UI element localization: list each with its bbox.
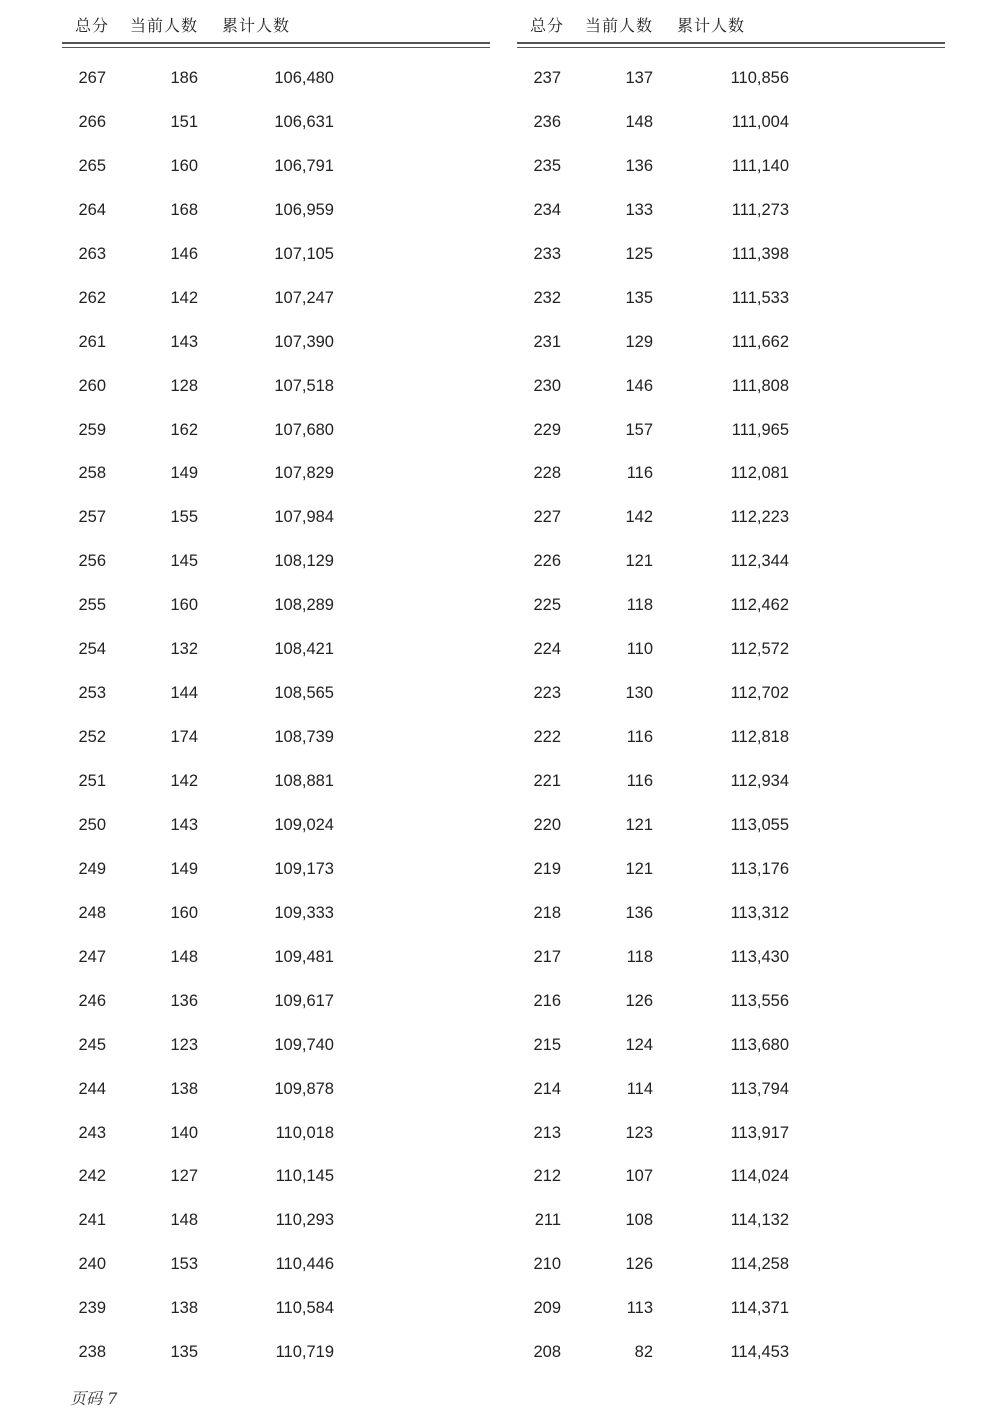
score-cell: 250	[78, 815, 106, 834]
table-row	[517, 760, 945, 804]
score-cell: 255	[78, 596, 106, 615]
score-cell: 245	[78, 1035, 106, 1054]
current-count-cell: 157	[625, 420, 653, 439]
table-row	[62, 540, 490, 584]
score-cell: 220	[533, 815, 561, 834]
table-row	[517, 936, 945, 980]
score-cell: 209	[533, 1299, 561, 1318]
score-cell: 243	[78, 1123, 106, 1142]
cumulative-count-cell: 112,818	[730, 728, 789, 747]
table-row	[517, 1243, 945, 1287]
current-count-cell: 113	[626, 1299, 653, 1318]
cumulative-count-cell: 114,024	[730, 1167, 789, 1186]
score-cell: 256	[78, 552, 106, 571]
current-count-cell: 153	[170, 1255, 198, 1274]
cumulative-count-cell: 112,934	[730, 772, 789, 790]
current-count-cell: 138	[170, 1299, 198, 1318]
current-count-cell: 135	[625, 288, 653, 307]
current-count-cell: 148	[170, 947, 198, 966]
table-row	[62, 1287, 490, 1331]
score-cell: 237	[533, 69, 561, 87]
current-count-cell: 142	[170, 288, 198, 307]
current-count-cell: 142	[625, 508, 653, 527]
cumulative-count-cell: 109,878	[274, 1079, 334, 1098]
score-cell: 242	[78, 1167, 106, 1186]
current-count-cell: 128	[170, 376, 198, 395]
cumulative-count-cell: 112,702	[730, 684, 789, 703]
score-cell: 228	[533, 464, 561, 483]
score-cell: 263	[78, 244, 106, 263]
table-body-right	[517, 57, 945, 1375]
current-count-cell: 162	[170, 420, 198, 439]
table-row	[517, 365, 945, 409]
score-cell: 216	[533, 991, 561, 1010]
header-score: 总分	[530, 18, 565, 35]
score-cell: 264	[78, 200, 106, 219]
cumulative-count-cell: 113,556	[730, 991, 789, 1010]
current-count-cell: 135	[170, 1343, 198, 1362]
table-row	[517, 145, 945, 189]
cumulative-count-cell: 110,719	[275, 1343, 334, 1362]
table-row	[62, 233, 490, 277]
cumulative-count-cell: 111,273	[731, 200, 789, 219]
table-row	[517, 57, 945, 101]
current-count-cell: 124	[625, 1035, 653, 1054]
table-header-right	[517, 0, 945, 44]
table-row	[62, 892, 490, 936]
current-count-cell: 140	[170, 1123, 198, 1142]
table-row	[62, 496, 490, 540]
score-cell: 259	[78, 420, 106, 439]
score-cell: 217	[533, 947, 561, 966]
score-cell: 223	[533, 684, 561, 703]
current-count-cell: 146	[625, 376, 653, 395]
score-cell: 235	[533, 156, 561, 175]
cumulative-count-cell: 111,965	[731, 420, 789, 439]
table-row	[517, 980, 945, 1024]
score-cell: 252	[78, 728, 106, 747]
current-count-cell: 186	[170, 69, 198, 87]
current-count-cell: 125	[625, 244, 653, 263]
table-row	[62, 321, 490, 365]
table-row	[62, 277, 490, 321]
current-count-cell: 136	[170, 991, 198, 1010]
cumulative-count-cell: 109,481	[274, 947, 334, 966]
cumulative-count-cell: 107,390	[274, 332, 334, 351]
table-panel-right	[517, 0, 945, 1362]
table-row	[62, 760, 490, 804]
current-count-cell: 121	[625, 552, 653, 571]
table-row	[62, 1112, 490, 1156]
cumulative-count-cell: 107,984	[274, 508, 334, 527]
current-count-cell: 108	[625, 1211, 653, 1230]
table-row	[517, 496, 945, 540]
table-row	[62, 57, 490, 101]
score-cell: 232	[533, 288, 561, 307]
table-row	[517, 540, 945, 584]
score-cell: 260	[78, 376, 106, 395]
cumulative-count-cell: 109,740	[274, 1035, 334, 1054]
table-row	[62, 1331, 490, 1375]
score-cell: 265	[78, 156, 106, 175]
header-current-count: 当前人数	[585, 18, 654, 35]
cumulative-count-cell: 112,462	[730, 596, 789, 615]
current-count-cell: 136	[625, 903, 653, 922]
current-count-cell: 149	[170, 464, 198, 483]
score-cell: 208	[533, 1343, 561, 1362]
score-cell: 251	[78, 772, 106, 790]
score-cell: 236	[533, 112, 561, 131]
table-row	[517, 101, 945, 145]
current-count-cell: 149	[170, 859, 198, 878]
score-cell: 224	[533, 640, 561, 659]
current-count-cell: 121	[625, 815, 653, 834]
table-row	[62, 628, 490, 672]
table-row	[62, 365, 490, 409]
cumulative-count-cell: 109,617	[274, 991, 334, 1010]
cumulative-count-cell: 111,533	[731, 288, 789, 307]
table-row	[517, 628, 945, 672]
cumulative-count-cell: 108,739	[274, 728, 334, 747]
cumulative-count-cell: 113,176	[730, 859, 789, 878]
score-cell: 244	[78, 1079, 106, 1098]
current-count-cell: 174	[170, 728, 198, 747]
table-row	[62, 1155, 490, 1199]
cumulative-count-cell: 111,808	[731, 376, 789, 395]
score-cell: 258	[78, 464, 106, 483]
score-cell: 214	[533, 1079, 561, 1098]
cumulative-count-cell: 111,004	[731, 112, 789, 131]
header-score: 总分	[75, 18, 110, 35]
cumulative-count-cell: 113,430	[730, 947, 789, 966]
cumulative-count-cell: 107,829	[274, 464, 334, 483]
cumulative-count-cell: 111,140	[731, 156, 789, 175]
table-row	[517, 1112, 945, 1156]
table-row	[517, 892, 945, 936]
current-count-cell: 118	[626, 947, 653, 966]
score-cell: 227	[533, 508, 561, 527]
current-count-cell: 127	[170, 1167, 198, 1186]
table-row	[517, 277, 945, 321]
table-row	[62, 584, 490, 628]
cumulative-count-cell: 114,258	[730, 1255, 789, 1274]
table-row	[517, 848, 945, 892]
table-row	[517, 716, 945, 760]
header-current-count: 当前人数	[130, 18, 199, 35]
current-count-cell: 116	[626, 728, 653, 747]
cumulative-count-cell: 110,145	[275, 1167, 334, 1186]
score-cell: 253	[78, 684, 106, 703]
score-cell: 218	[533, 903, 561, 922]
table-row	[517, 1331, 945, 1375]
cumulative-count-cell: 114,132	[730, 1211, 789, 1230]
score-cell: 266	[78, 112, 106, 131]
table-body-left	[62, 57, 490, 1375]
cumulative-count-cell: 112,081	[730, 464, 789, 483]
current-count-cell: 136	[625, 156, 653, 175]
current-count-cell: 126	[625, 1255, 653, 1274]
score-cell: 210	[533, 1255, 561, 1274]
current-count-cell: 132	[170, 640, 198, 659]
current-count-cell: 155	[170, 508, 198, 527]
score-cell: 226	[533, 552, 561, 571]
table-row	[517, 452, 945, 496]
score-cell: 225	[533, 596, 561, 615]
table-row	[62, 409, 490, 453]
cumulative-count-cell: 106,791	[274, 156, 334, 175]
table-header-left	[62, 0, 490, 44]
cumulative-count-cell: 111,662	[731, 332, 789, 351]
current-count-cell: 143	[170, 815, 198, 834]
cumulative-count-cell: 113,794	[730, 1079, 789, 1098]
table-row	[62, 1199, 490, 1243]
cumulative-count-cell: 110,856	[730, 69, 789, 87]
cumulative-count-cell: 113,680	[730, 1035, 789, 1054]
score-cell: 222	[533, 728, 561, 747]
current-count-cell: 116	[626, 772, 653, 790]
table-row	[517, 584, 945, 628]
cumulative-count-cell: 114,453	[730, 1343, 789, 1362]
cumulative-count-cell: 109,173	[274, 859, 334, 878]
score-cell: 240	[78, 1255, 106, 1274]
table-row	[62, 145, 490, 189]
table-row	[517, 672, 945, 716]
score-cell: 238	[78, 1343, 106, 1362]
current-count-cell: 82	[634, 1343, 653, 1362]
table-row	[517, 1287, 945, 1331]
current-count-cell: 144	[170, 684, 198, 703]
table-row	[62, 452, 490, 496]
cumulative-count-cell: 112,223	[730, 508, 789, 527]
score-cell: 221	[533, 772, 561, 790]
current-count-cell: 110	[626, 640, 653, 659]
current-count-cell: 142	[170, 772, 198, 790]
cumulative-count-cell: 108,421	[274, 640, 334, 659]
score-cell: 213	[533, 1123, 561, 1142]
score-cell: 229	[533, 420, 561, 439]
cumulative-count-cell: 111,398	[731, 244, 789, 263]
cumulative-count-cell: 107,247	[274, 288, 334, 307]
cumulative-count-cell: 110,293	[275, 1211, 334, 1230]
current-count-cell: 133	[625, 200, 653, 219]
table-row	[62, 936, 490, 980]
score-cell: 219	[533, 859, 561, 878]
current-count-cell: 151	[170, 112, 198, 131]
current-count-cell: 123	[625, 1123, 653, 1142]
header-double-rule	[62, 42, 490, 48]
current-count-cell: 126	[625, 991, 653, 1010]
cumulative-count-cell: 112,572	[730, 640, 789, 659]
cumulative-count-cell: 114,371	[730, 1299, 789, 1318]
table-row	[62, 672, 490, 716]
cumulative-count-cell: 107,680	[274, 420, 334, 439]
table-panel-left	[62, 0, 490, 1362]
table-row	[517, 233, 945, 277]
current-count-cell: 107	[625, 1167, 653, 1186]
table-row	[517, 1199, 945, 1243]
cumulative-count-cell: 109,333	[274, 903, 334, 922]
score-cell: 257	[78, 508, 106, 527]
current-count-cell: 160	[170, 156, 198, 175]
score-cell: 267	[78, 69, 106, 87]
score-cell: 215	[533, 1035, 561, 1054]
score-cell: 239	[78, 1299, 106, 1318]
current-count-cell: 160	[170, 596, 198, 615]
header-cumulative-count: 累计人数	[677, 18, 746, 35]
score-cell: 231	[533, 332, 561, 351]
cumulative-count-cell: 113,055	[730, 815, 789, 834]
current-count-cell: 137	[625, 69, 653, 87]
table-row	[517, 1024, 945, 1068]
table-row	[62, 848, 490, 892]
table-row	[62, 1024, 490, 1068]
score-cell: 230	[533, 376, 561, 395]
score-cell: 262	[78, 288, 106, 307]
score-cell: 246	[78, 991, 106, 1010]
score-cell: 241	[78, 1211, 106, 1230]
current-count-cell: 118	[626, 596, 653, 615]
table-row	[62, 189, 490, 233]
score-cell: 212	[533, 1167, 561, 1186]
table-row	[517, 1155, 945, 1199]
cumulative-count-cell: 107,105	[274, 244, 334, 263]
score-cell: 261	[78, 332, 106, 351]
cumulative-count-cell: 106,959	[274, 200, 334, 219]
current-count-cell: 145	[170, 552, 198, 571]
current-count-cell: 129	[625, 332, 653, 351]
cumulative-count-cell: 112,344	[730, 552, 789, 571]
table-row	[517, 409, 945, 453]
table-row	[62, 804, 490, 848]
score-cell: 254	[78, 640, 106, 659]
table-row	[517, 804, 945, 848]
current-count-cell: 160	[170, 903, 198, 922]
cumulative-count-cell: 110,446	[275, 1255, 334, 1274]
table-row	[62, 101, 490, 145]
score-cell: 234	[533, 200, 561, 219]
cumulative-count-cell: 107,518	[274, 376, 334, 395]
table-row	[62, 1068, 490, 1112]
score-cell: 211	[534, 1211, 561, 1230]
current-count-cell: 146	[170, 244, 198, 263]
table-row	[517, 321, 945, 365]
cumulative-count-cell: 108,565	[274, 684, 334, 703]
table-row	[62, 716, 490, 760]
cumulative-count-cell: 106,631	[274, 112, 334, 131]
cumulative-count-cell: 109,024	[274, 815, 334, 834]
score-cell: 248	[78, 903, 106, 922]
cumulative-count-cell: 113,917	[730, 1123, 789, 1142]
current-count-cell: 143	[170, 332, 198, 351]
current-count-cell: 114	[626, 1079, 653, 1098]
current-count-cell: 123	[170, 1035, 198, 1054]
header-double-rule	[517, 42, 945, 48]
current-count-cell: 116	[626, 464, 653, 483]
current-count-cell: 168	[170, 200, 198, 219]
table-row	[517, 1068, 945, 1112]
page-number: 页码 7	[70, 1389, 118, 1408]
current-count-cell: 130	[625, 684, 653, 703]
current-count-cell: 138	[170, 1079, 198, 1098]
current-count-cell: 148	[170, 1211, 198, 1230]
score-cell: 247	[78, 947, 106, 966]
table-row	[517, 189, 945, 233]
current-count-cell: 148	[625, 112, 653, 131]
cumulative-count-cell: 113,312	[730, 903, 789, 922]
score-cell: 233	[533, 244, 561, 263]
cumulative-count-cell: 110,584	[275, 1299, 334, 1318]
cumulative-count-cell: 108,881	[274, 772, 334, 790]
table-row	[62, 980, 490, 1024]
score-cell: 249	[78, 859, 106, 878]
header-cumulative-count: 累计人数	[222, 18, 291, 35]
cumulative-count-cell: 108,129	[274, 552, 334, 571]
current-count-cell: 121	[625, 859, 653, 878]
cumulative-count-cell: 106,480	[274, 69, 334, 87]
table-row	[62, 1243, 490, 1287]
cumulative-count-cell: 110,018	[275, 1123, 334, 1142]
cumulative-count-cell: 108,289	[274, 596, 334, 615]
